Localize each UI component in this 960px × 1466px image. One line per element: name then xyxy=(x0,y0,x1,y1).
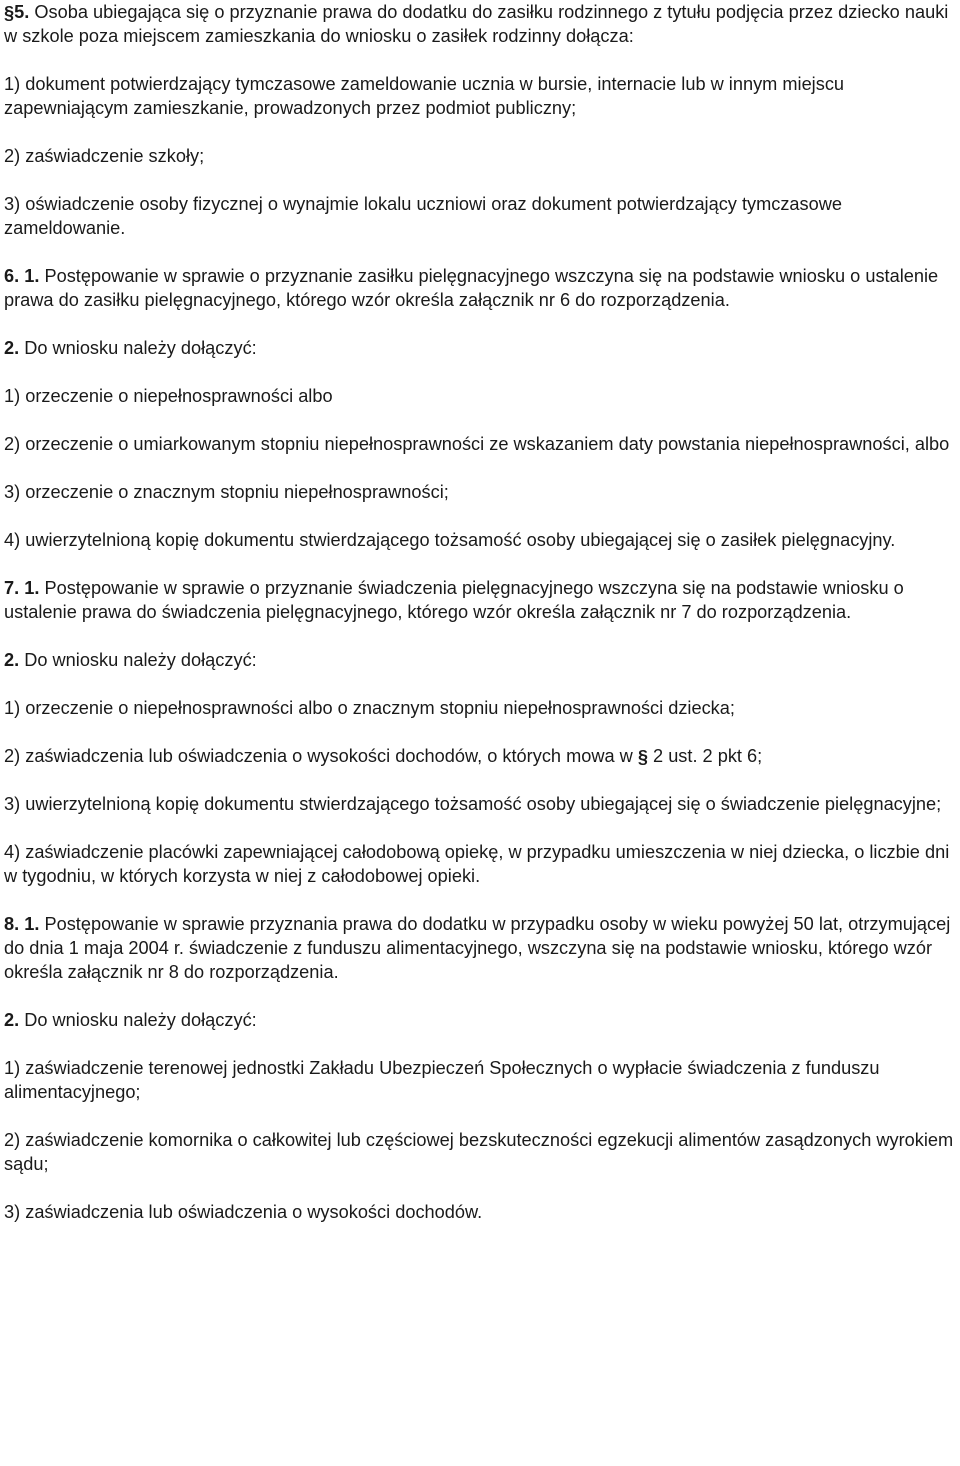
list-item: 1) orzeczenie o niepełnosprawności albo xyxy=(4,386,333,406)
section-number: 5. xyxy=(14,2,30,22)
list-item: 2) zaświadczenie szkoły; xyxy=(4,146,205,166)
paragraph-text: Do wniosku należy dołączyć: xyxy=(19,650,257,670)
list-item-text: 2 ust. 2 pkt 6; xyxy=(647,746,763,766)
list-item: 1) dokument potwierdzający tymczasowe zameldowanie ucznia w bursie, internacie lub w innym miejscu zapewniającym zamieszkanie, prowadzonych przez podmiot publiczny; xyxy=(4,74,845,118)
list-item: 2) orzeczenie o umiarkowanym stopniu niepełnosprawności ze wskazaniem daty powstania niepełnosprawności, albo xyxy=(4,434,950,454)
paragraph-number: 2. xyxy=(4,1010,20,1030)
list-item-text: 2) zaświadczenia lub oświadczenia o wysokości dochodów, o których mowa w xyxy=(4,746,638,766)
list-item: 3) oświadczenie osoby fizycznej o wynajmie lokalu uczniowi oraz dokument potwierdzający tymczasowe zameldowanie. xyxy=(4,194,843,238)
paragraph-number: 2. xyxy=(4,650,20,670)
paragraph-2-intro xyxy=(4,1008,956,1032)
list-item: 1) orzeczenie o niepełnosprawności albo o znacznym stopniu niepełnosprawności dziecka; xyxy=(4,698,735,718)
paragraph-number: 2. xyxy=(4,338,20,358)
list-item: 3) orzeczenie o znacznym stopniu niepełnosprawności; xyxy=(4,482,449,502)
section-number: 8. 1. xyxy=(4,914,40,934)
section-8-intro xyxy=(4,912,956,984)
list-item: 4) zaświadczenie placówki zapewniającej całodobową opiekę, w przypadku umieszczenia w niej dziecka, o liczbie dni w tygodniu, w których korzysta w niej z całodobowej opieki. xyxy=(4,842,950,886)
list-item: 2) zaświadczenie komornika o całkowitej lub częściowej bezskuteczności egzekucji alimentów zasądzonych wyrokiem sądu; xyxy=(4,1130,954,1174)
section-text: Osoba ubiegająca się o przyznanie prawa do dodatku do zasiłku rodzinnego z tytułu podjęcia przez dziecko nauki w szkole poza miejscem zamieszkania do wniosku o zasiłek rodzinny dołącza: xyxy=(4,2,949,46)
section-7-intro xyxy=(4,576,956,624)
paragraph-2-intro xyxy=(4,336,956,360)
list-item: 3) zaświadczenia lub oświadczenia o wysokości dochodów. xyxy=(4,1202,483,1222)
list-item: 1) zaświadczenie terenowej jednostki Zakładu Ubezpieczeń Społecznych o wypłacie świadczenia z funduszu alimentacyjnego; xyxy=(4,1058,880,1102)
paragraph-text: Do wniosku należy dołączyć: xyxy=(19,338,257,358)
paragraph-text: Do wniosku należy dołączyć: xyxy=(19,1010,257,1030)
section-text: Postępowanie w sprawie o przyznanie świadczenia pielęgnacyjnego wszczyna się na podstawie wniosku o ustalenie prawa do świadczenia pielęgnacyjnego, którego wzór określa załącznik nr 7 do rozporządzenia. xyxy=(4,578,904,622)
paragraph-2-intro xyxy=(4,648,956,672)
list-item: 4) uwierzytelnioną kopię dokumentu stwierdzającego tożsamość osoby ubiegającej się o zasiłek pielęgnacyjny. xyxy=(4,530,896,550)
section-6-intro xyxy=(4,264,956,312)
list-item xyxy=(4,744,956,768)
section-text: Postępowanie w sprawie przyznania prawa do dodatku w przypadku osoby w wieku powyżej 50 lat, otrzymującej do dnia 1 maja 2004 r. świadczenie z funduszu alimentacyjnego, wszczyna się na podstawie wniosku, którego wzór określa załącznik nr 8 do rozporządzenia. xyxy=(4,914,951,982)
list-item: 3) uwierzytelnioną kopię dokumentu stwierdzającego tożsamość osoby ubiegającej się o świadczenie pielęgnacyjne; xyxy=(4,794,942,814)
section-sign: § xyxy=(4,3,15,23)
section-text: Postępowanie w sprawie o przyznanie zasiłku pielęgnacyjnego wszczyna się na podstawie wniosku o ustalenie prawa do zasiłku pielęgnacyjnego, którego wzór określa załącznik nr 6 do rozporządzenia. xyxy=(4,266,939,310)
section-number: 7. 1. xyxy=(4,578,40,598)
section-sign: § xyxy=(637,747,648,767)
section-number: 6. 1. xyxy=(4,266,40,286)
section-5-intro xyxy=(4,0,956,48)
